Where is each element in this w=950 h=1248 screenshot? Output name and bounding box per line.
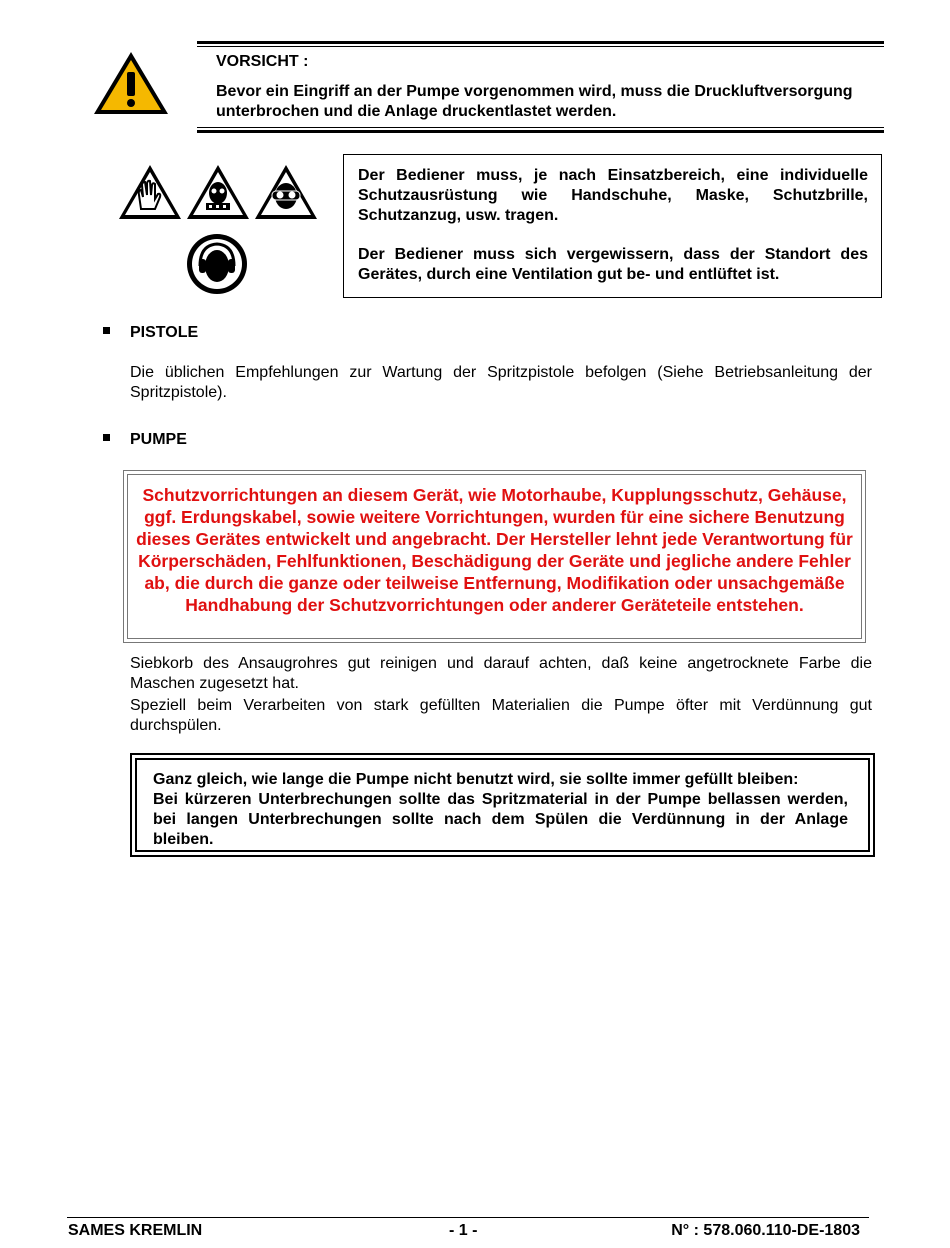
bullet-square-icon [103,434,110,441]
warning-title: VORSICHT : [216,53,309,70]
pump-filling-note-line2: Bei kürzeren Unterbrechungen sollte das Spritzmaterial in der Pumpe bellassen werden, bei langen Unterbrechungen sollte nach dem Spülen die Verdünnung in der Anlage bleiben. [153,791,848,848]
footer-rule [67,1217,869,1218]
section-heading-pistole: PISTOLE [130,324,199,341]
gloves-icon [117,163,183,221]
warning-icon [92,50,170,116]
pumpe-text-flush: Speziell beim Verarbeiten von stark gefüllten Materialien die Pumpe öfter mit Verdünnung gut durchspülen. [130,697,872,734]
safety-notice-text: Schutzvorrichtungen an diesem Gerät, wie Motorhaube, Kupplungsschutz, Gehäuse, ggf. Erdungskabel, sowie weitere Vorrichtungen, wurden für eine sichere Benutzung dieses Gerätes entwickelt und angebracht. Der Hersteller lehnt jede Verantwortung für Körperschäden, Fehlfunktionen, Beschädigung der Geräte und jegliche andere Fehler ab, die durch die ganze oder teilweise Entfernung, Modifikation oder unsachgemäße Handhabung der Schutzvorrichtungen oder anderer Geräteteile entstehen. [127,474,862,639]
footer-company: SAMES KREMLIN [68,1222,203,1239]
bullet-square-icon [103,327,110,334]
safety-notice-box [123,470,866,643]
warning-rule-bottom-thin [197,127,884,128]
warning-rule-top [197,41,884,44]
pistole-text: Die üblichen Empfehlungen zur Wartung der Spritzpistole befolgen (Siehe Betriebsanleitung der Spritzpistole). [130,364,872,401]
ppe-instruction-box [343,154,882,298]
warning-rule-bottom [197,130,884,133]
ear-protection-icon [186,233,248,295]
footer-page-number: - 1 - [449,1222,478,1239]
pump-filling-note-box [130,753,875,857]
warning-rule-top-thin [197,46,884,47]
ppe-text-equipment: Der Bediener muss, je nach Einsatzbereich, eine individuelle Schutzausrüstung wie Handschuhe, Maske, Schutzbrille, Schutzanzug, usw. tragen. [358,167,868,224]
pumpe-text-strainer: Siebkorb des Ansaugrohres gut reinigen und darauf achten, daß keine angetrocknete Farbe die Maschen zugesetzt hat. [130,655,872,692]
ppe-text-ventilation: Der Bediener muss sich vergewissern, dass der Standort des Gerätes, durch eine Ventilation gut be- und entlüftet ist. [358,246,868,283]
pump-filling-note [135,758,870,852]
pump-filling-note-line1: Ganz gleich, wie lange die Pumpe nicht benutzt wird, sie sollte immer gefüllt bleiben: [153,771,799,788]
section-heading-pumpe: PUMPE [130,431,187,448]
respirator-mask-icon [185,163,251,221]
footer-document-number: N° : 578.060.110-DE-1803 [671,1222,860,1239]
warning-text: Bevor ein Eingriff an der Pumpe vorgenommen wird, muss die Druckluftversorgung unterbrochen und die Anlage druckentlastet werden. [216,83,853,120]
safety-goggles-icon [253,163,319,221]
